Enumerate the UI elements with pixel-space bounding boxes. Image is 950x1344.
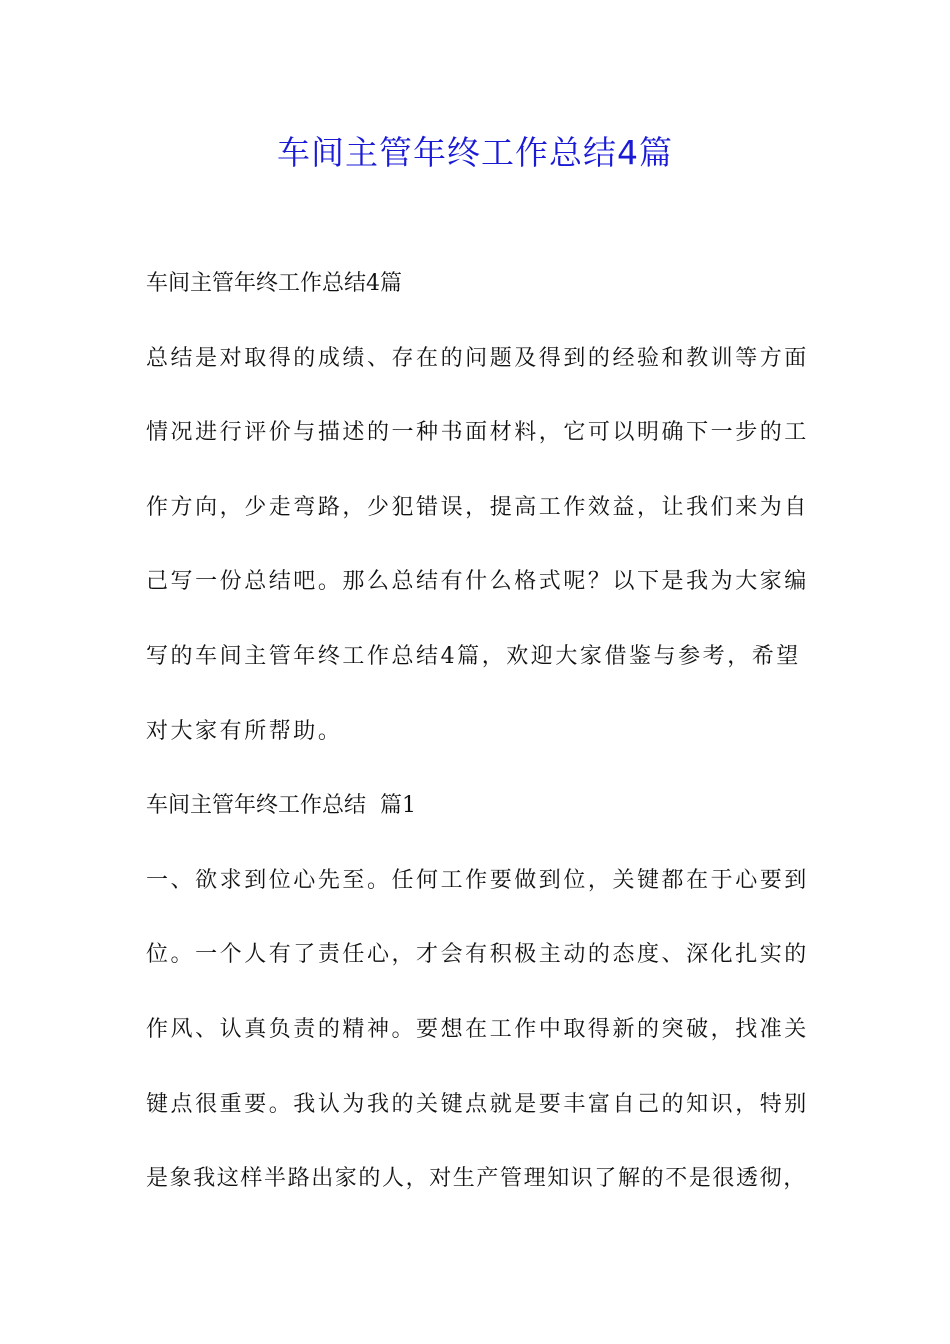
paragraph-line: 键点很重要。我认为我的关键点就是要丰富自己的知识，特别 (146, 1092, 809, 1117)
paragraph-line: 对大家有所帮助。 (146, 719, 343, 744)
paragraph-line: 总结是对取得的成绩、存在的问题及得到的经验和教训等方面 (146, 346, 809, 371)
paragraph-line: 情况进行评价与描述的一种书面材料，它可以明确下一步的工 (146, 420, 809, 445)
section-heading: 车间主管年终工作总结 篇1 (146, 793, 416, 818)
subtitle-line: 车间主管年终工作总结4篇 (146, 271, 402, 296)
paragraph-line: 位。一个人有了责任心，才会有积极主动的态度、深化扎实的 (146, 942, 809, 967)
paragraph-line: 一、欲求到位心先至。任何工作要做到位，关键都在于心要到 (146, 868, 809, 893)
paragraph-line: 作方向，少走弯路，少犯错误，提高工作效益，让我们来为自 (146, 495, 809, 520)
paragraph-line: 是象我这样半路出家的人，对生产管理知识了解的不是很透彻， (146, 1166, 807, 1191)
paragraph-line: 作风、认真负责的精神。要想在工作中取得新的突破，找准关 (146, 1017, 809, 1042)
document-title: 车间主管年终工作总结4篇 (277, 133, 673, 172)
paragraph-line: 己写一份总结吧。那么总结有什么格式呢？以下是我为大家编 (146, 569, 809, 594)
paragraph-line: 写的车间主管年终工作总结4篇，欢迎大家借鉴与参考，希望 (146, 644, 801, 669)
